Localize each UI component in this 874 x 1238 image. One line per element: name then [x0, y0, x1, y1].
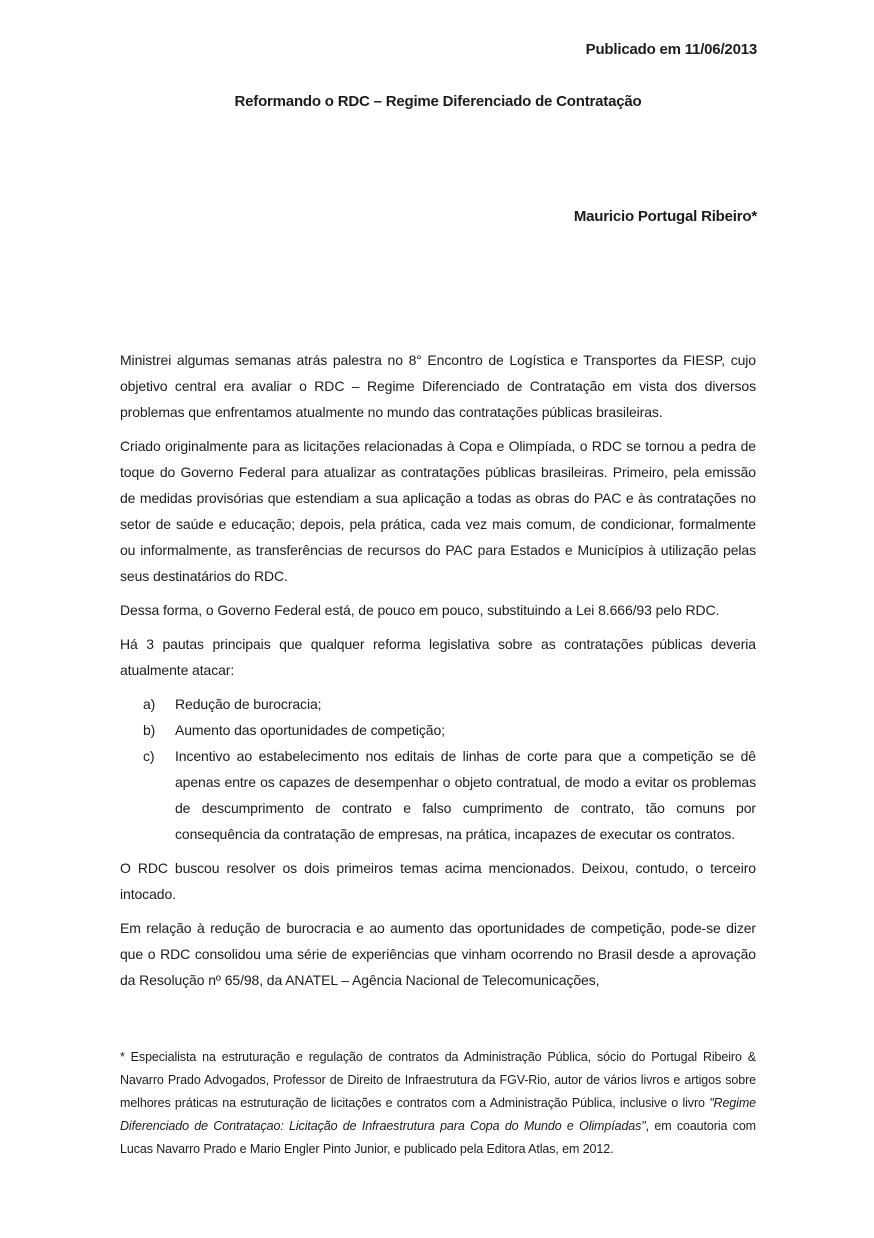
footnote [120, 1046, 756, 1161]
publication-date: Publicado em 11/06/2013 [585, 41, 757, 58]
paragraph-6: Em relação à redução de burocracia e ao aumento das oportunidades de competição, pode-se dizer que o RDC consolidou uma série de experiências que vinham ocorrendo no Brasil desde a aprovação da Resolução nº 65/98, da ANATEL – Agência Nacional de Telecomunicações, [120, 920, 756, 988]
ordered-list [120, 691, 756, 847]
paragraph-1: Ministrei algumas semanas atrás palestra no 8° Encontro de Logística e Transportes da FIESP, cujo objetivo central era avaliar o RDC – Regime Diferenciado de Contratação em vista dos diversos problemas que enfrentamos atualmente no mundo das contratações públicas brasileiras. [120, 352, 756, 420]
list-item-a [120, 691, 756, 717]
list-item-c [120, 743, 756, 847]
document-title: Reformando o RDC – Regime Diferenciado de Contratação [234, 93, 642, 110]
list-marker-b: b) [143, 722, 156, 738]
document-body [120, 347, 756, 993]
list-marker-c: c) [143, 748, 155, 764]
paragraph-2: Criado originalmente para as licitações relacionadas à Copa e Olimpíada, o RDC se tornou a pedra de toque do Governo Federal para atualizar as contratações públicas brasileiras. Primeiro, pela emissão de medidas provisórias que estendiam a sua aplicação a todas as obras do PAC e às contratações no setor de saúde e educação; depois, pela prática, cada vez mais comum, de condicionar, formalmente ou informalmente, as transferências de recursos do PAC para Estados e Municípios à utilização pelas seus destinatários do RDC. [120, 438, 756, 584]
list-item-text: Incentivo ao estabelecimento nos editais de linhas de corte para que a competição se dê apenas entre os capazes de desempenhar o objeto contratual, de modo a evitar os problemas de descumprimento de contrato e falso cumprimento de contrato, tão comuns por consequência da contratação de empresas, na prática, incapazes de executar os contratos. [175, 748, 756, 842]
list-marker-a: a) [143, 696, 156, 712]
footnote-book-title: "Regime Diferenciado de Contrataçao: Licitação de Infraestrutura para Copa do Mundo e Olimpíadas" [120, 1096, 756, 1133]
footnote-text-after: , em coautoria com Lucas Navarro Prado e Mario Engler Pinto Junior, e publicado pela Editora Atlas, em 2012. [120, 1119, 756, 1156]
paragraph-3: Dessa forma, o Governo Federal está, de pouco em pouco, substituindo a Lei 8.666/93 pelo RDC. [120, 602, 720, 618]
paragraph-4: Há 3 pautas principais que qualquer reforma legislativa sobre as contratações públicas deveria atualmente atacar: [120, 636, 756, 678]
paragraph-5: O RDC buscou resolver os dois primeiros temas acima mencionados. Deixou, contudo, o terceiro intocado. [120, 860, 756, 902]
list-item-text: Aumento das oportunidades de competição; [175, 722, 445, 738]
list-item-text: Redução de burocracia; [175, 696, 322, 712]
footnote-text-before: * Especialista na estruturação e regulação de contratos da Administração Pública, sócio do Portugal Ribeiro & Navarro Prado Advogados, Professor de Direito de Infraestrutura da FGV-Rio, autor de vários livros e artigos sobre melhores práticas na estruturação de licitações e contratos com a Administração Pública, inclusive o livro [120, 1050, 756, 1110]
list-item-b [120, 717, 756, 743]
author-byline: Mauricio Portugal Ribeiro* [573, 208, 757, 225]
